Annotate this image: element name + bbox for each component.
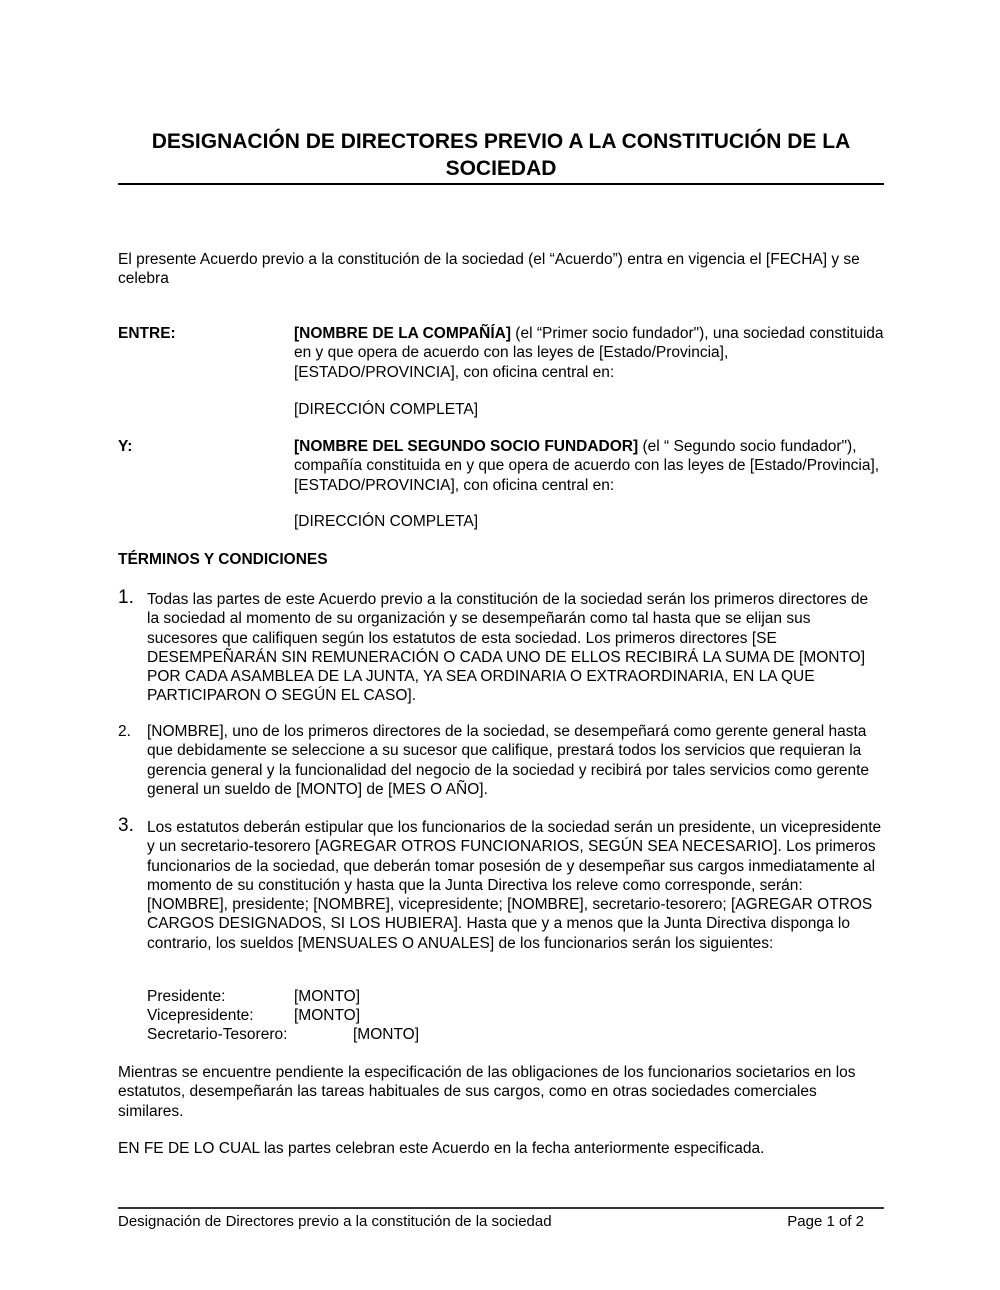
salary-role: Presidente: (147, 988, 226, 1005)
party-1-name: [NOMBRE DE LA COMPAÑÍA] (294, 325, 511, 342)
salary-role: Vicepresidente: (147, 1007, 254, 1024)
party-1-text: (el “Primer socio fundador"), una sociedad constituida en y que opera de acuerdo con las leyes de [Estado/Provincia], [ESTADO/PROVINCIA], con oficina central en: (294, 325, 884, 381)
footer-rule (118, 1207, 884, 1209)
item-number: 1. (118, 587, 134, 608)
intro-paragraph: El presente Acuerdo previo a la constitución de la sociedad (el “Acuerdo”) entra en vigencia el [FECHA] y se celebra (118, 251, 860, 288)
terms-heading: TÉRMINOS Y CONDICIONES (118, 551, 328, 568)
party-1-label: ENTRE: (118, 325, 176, 342)
closing-paragraph: Mientras se encuentre pendiente la especificación de las obligaciones de los funcionarios societarios en los estatutos, desempeñarán las tareas habituales de sus cargos, como en otras sociedades comerciales similares. (118, 1064, 856, 1120)
witness-clause: EN FE DE LO CUAL las partes celebran este Acuerdo en la fecha anteriormente especificada. (118, 1140, 765, 1157)
title-underline (118, 183, 884, 185)
item-text: Todas las partes de este Acuerdo previo a la constitución de la sociedad serán los primeros directores de la sociedad al momento de su organización y se desempeñarán como tal hasta que se elijan sus sucesores que califiquen según los estatutos de esta sociedad. Los primeros directores [SE DESEMPEÑARÁN SIN REMUNERACIÓN O CADA UNO DE ELLOS RECIBIRÁ LA SUMA DE [MONTO] POR CADA ASAMBLEA DE LA JUNTA, YA SEA ORDINARIA O EXTRAORDINARIA, EN LA QUE PARTICIPARON O SEGÚN EL CASO]. (147, 591, 869, 705)
party-2-text: (el “ Segundo socio fundador"), compañía constituida en y que opera de acuerdo con las leyes de [Estado/Provincia], [ESTADO/PROVINCIA], con oficina central en: (294, 438, 880, 494)
salary-row-secretary-treasurer (147, 1025, 287, 1044)
party-1-description (294, 324, 884, 382)
party-2-name: [NOMBRE DEL SEGUNDO SOCIO FUNDADOR] (294, 438, 639, 455)
item-number: 3. (118, 815, 134, 836)
item-text: [NOMBRE], uno de los primeros directores de la sociedad, se desempeñará como gerente general hasta que debidamente se seleccione a su sucesor que califique, prestará todos los servicios que requieran la gerencia general y la funcionalidad del negocio de la sociedad y recibirá por tales servicios como gerente general un sueldo de [MONTO] de [MES O AÑO]. (147, 723, 870, 798)
item-number: 2. (118, 723, 131, 740)
party-2-label: Y: (118, 438, 133, 455)
party-2-description (294, 437, 884, 495)
salary-role: Secretario-Tesorero: (147, 1026, 288, 1043)
salary-amount-secretary-treasurer: [MONTO] (353, 1026, 420, 1043)
salary-row-president (147, 987, 225, 1006)
item-text: Los estatutos deberán estipular que los funcionarios de la sociedad serán un presidente, un vicepresidente y un secretario-tesorero [AGREGAR OTROS FUNCIONARIOS, SEGÚN SEA NECESARIO]. Los primeros funcionarios de la sociedad, que deberán tomar posesión de y desempeñar sus cargos inmediatamente al momento de su constitución y hasta que la Junta Directiva los releve como corresponde, serán: [NOMBRE], presidente; [NOMBRE], vicepresidente; [NOMBRE], secretario-tesorero; [AGREGAR OTROS CARGOS DESIGNADOS, SI LOS HUBIERA]. Hasta que y a menos que la Junta Directiva disponga lo contrario, los sueldos [MENSUALES O ANUALES] de los funcionarios serán los siguientes: (147, 819, 882, 952)
document-title: DESIGNACIÓN DE DIRECTORES PREVIO A LA CONSTITUCIÓN DE LA SOCIEDAD (151, 130, 851, 180)
salary-amount-president: [MONTO] (294, 988, 361, 1005)
footer-document-title: Designación de Directores previo a la constitución de la sociedad (118, 1213, 552, 1230)
salary-amount-vicepresident: [MONTO] (294, 1007, 361, 1024)
party-1-address: [DIRECCIÓN COMPLETA] (294, 401, 479, 418)
party-2-address: [DIRECCIÓN COMPLETA] (294, 513, 479, 530)
page-number: Page 1 of 2 (787, 1213, 864, 1230)
salary-row-vicepresident (147, 1006, 254, 1025)
